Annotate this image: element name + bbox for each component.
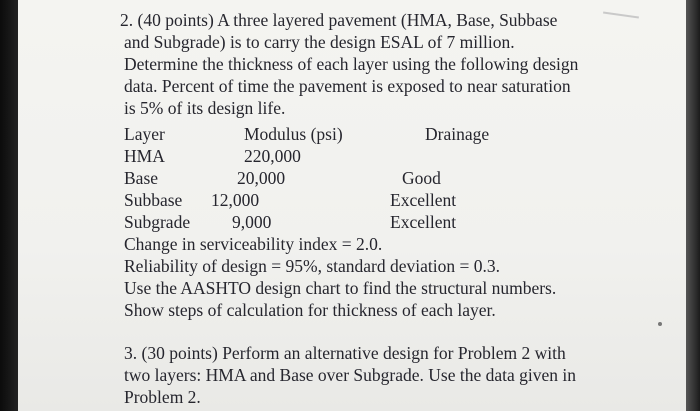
table-header-drainage: Drainage [425, 124, 490, 144]
q2-reliability: Reliability of design = 95%, standard deviation = 0.3. [124, 256, 500, 276]
table-header-modulus: Modulus (psi) [244, 124, 343, 144]
table-row-subbase-modulus: 12,000 [211, 190, 260, 210]
table-row-hma-modulus: 220,000 [244, 146, 301, 166]
table-row-subbase-layer: Subbase [124, 190, 183, 210]
q2-line-2: and Subgrade) is to carry the design ESAL of 7 million. [124, 32, 515, 52]
left-background-edge [0, 0, 18, 411]
q3-line-1: 3. (30 points) Perform an alternative design for Problem 2 with [124, 343, 566, 363]
table-row-subgrade-layer: Subgrade [124, 212, 191, 232]
table-header-layer: Layer [124, 124, 165, 144]
q2-line-5: is 5% of its design life. [124, 98, 286, 118]
q2-steps-instruction: Show steps of calculation for thickness of each layer. [124, 300, 496, 320]
table-row-subbase-drainage: Excellent [390, 190, 457, 210]
q2-chart-instruction: Use the AASHTO design chart to find the structural numbers. [124, 278, 557, 298]
right-background-edge [686, 0, 700, 411]
q2-line-4: data. Percent of time the pavement is exposed to near saturation [124, 76, 571, 96]
q3-line-2: two layers: HMA and Base over Subgrade. Use the data given in [124, 365, 576, 385]
table-row-hma-layer: HMA [124, 146, 165, 166]
paper-page [18, 0, 686, 411]
q2-line-3: Determine the thickness of each layer using the following design [124, 54, 579, 74]
q3-line-3: Problem 2. [124, 387, 201, 407]
table-row-subgrade-modulus: 9,000 [232, 212, 272, 232]
table-row-base-modulus: 20,000 [237, 168, 286, 188]
table-row-subgrade-drainage: Excellent [390, 212, 457, 232]
paper-speck [658, 322, 662, 326]
q2-serviceability: Change in serviceability index = 2.0. [124, 234, 383, 254]
pen-mark [603, 12, 639, 19]
table-row-base-drainage: Good [402, 168, 441, 188]
q2-line-1: 2. (40 points) A three layered pavement (HMA, Base, Subbase [120, 10, 558, 30]
table-row-base-layer: Base [124, 168, 159, 188]
